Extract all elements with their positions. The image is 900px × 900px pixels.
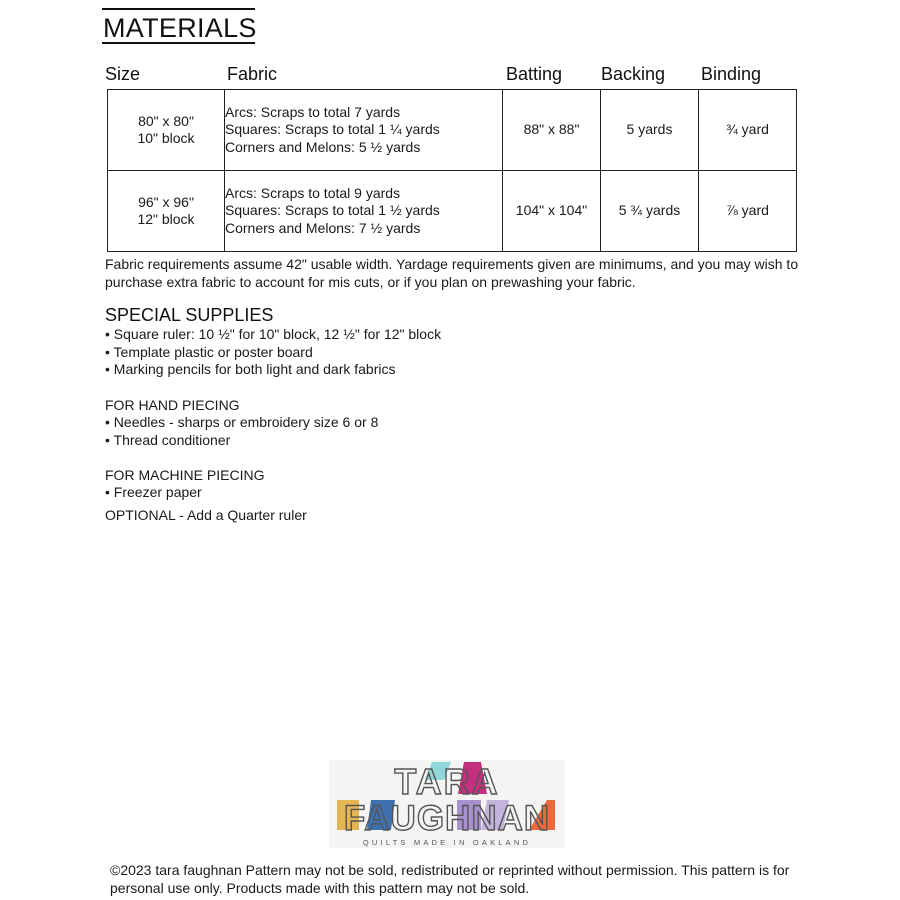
machine-piecing-title: FOR MACHINE PIECING (105, 467, 265, 483)
hand-piecing-list (105, 414, 378, 449)
fabric-corners-melons: Corners and Melons: 5 ½ yards (225, 138, 421, 155)
batting-cell: 88" x 88" (503, 90, 601, 171)
list-item: • Marking pencils for both light and dark fabrics (105, 361, 396, 377)
column-header-fabric: Fabric (227, 64, 278, 84)
binding-cell: ⅞ yard (699, 171, 797, 252)
backing-cell: 5 ¾ yards (601, 171, 699, 252)
list-item: • Freezer paper (105, 484, 202, 500)
brand-logo (329, 760, 565, 848)
logo-line1: TARA (394, 761, 500, 802)
column-header-backing: Backing (601, 64, 666, 84)
list-item: • Needles - sharps or embroidery size 6 or 8 (105, 414, 379, 430)
column-header-batting: Batting (506, 64, 563, 84)
list-item: • Template plastic or poster board (105, 343, 313, 360)
column-header-binding: Binding (701, 64, 762, 84)
logo-tagline: QUILTS MADE IN OAKLAND (362, 838, 532, 847)
fabric-arcs: Arcs: Scraps to total 9 yards (225, 184, 401, 201)
materials-table (107, 89, 797, 252)
table-row (108, 90, 797, 171)
batting-cell: 104" x 104" (503, 171, 601, 252)
list-item: • Square ruler: 10 ½" for 10" block, 12 ½" for 12" block (105, 326, 442, 342)
column-header-size: Size (105, 64, 141, 84)
fabric-corners-melons: Corners and Melons: 7 ½ yards (225, 219, 421, 236)
backing-cell: 5 yards (601, 90, 699, 171)
binding-cell: ¾ yard (699, 90, 797, 171)
size-cell (108, 171, 225, 252)
fabric-squares: Squares: Scraps to total 1 ½ yards (225, 202, 440, 219)
size-dimensions: 80" x 80" (138, 112, 194, 129)
size-cell (108, 90, 225, 171)
special-supplies-list (105, 326, 441, 379)
fabric-squares: Squares: Scraps to total 1 ¼ yards (225, 121, 440, 138)
fabric-cell (225, 90, 503, 171)
size-block: 10" block (137, 130, 195, 146)
fabric-note: Fabric requirements assume 42" usable width. Yardage requirements given are minimums, and you may wish to purchase extra fabric to account for mis cuts, or if you plan on prewashing your fabric. (105, 256, 799, 290)
size-block: 12" block (137, 211, 195, 227)
copyright-footer: ©2023 tara faughnan Pattern may not be sold, redistributed or reprinted without permission. This pattern is for personal use only. Products made with this pattern may not be sold. (110, 862, 790, 896)
machine-piecing-list (105, 484, 202, 502)
table-row (108, 171, 797, 252)
logo-line2: FAUGHNAN (343, 799, 551, 838)
page-title: MATERIALS (102, 8, 255, 44)
size-dimensions: 96" x 96" (138, 193, 194, 210)
optional-note: OPTIONAL - Add a Quarter ruler (105, 507, 307, 523)
fabric-arcs: Arcs: Scraps to total 7 yards (225, 103, 401, 120)
list-item: • Thread conditioner (105, 431, 231, 448)
fabric-cell (225, 171, 503, 252)
special-supplies-title: SPECIAL SUPPLIES (105, 305, 274, 325)
hand-piecing-title: FOR HAND PIECING (105, 397, 240, 413)
